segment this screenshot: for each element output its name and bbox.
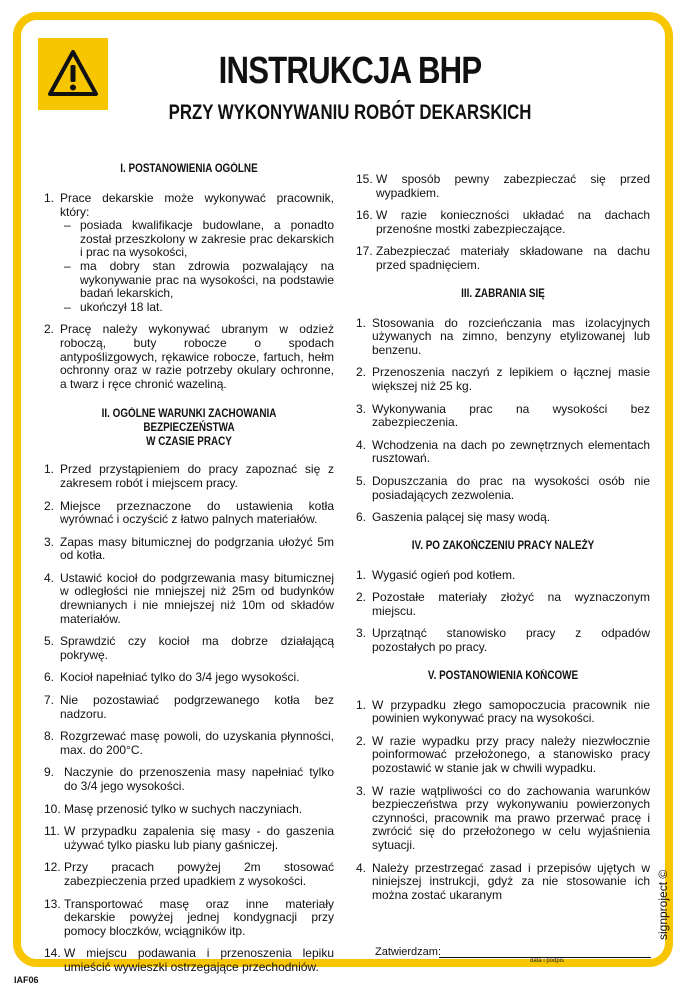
list-item: 2. Przenoszenia naczyń z lepikiem o łącznej masie większej niż 25 kg. (356, 365, 650, 393)
section-heading-2: II. OGÓLNE WARUNKI ZACHOWANIA BEZPIECZEŃSTWA W CZASIE PRACY (101, 408, 277, 449)
list-item: 8. Rozgrzewać masę powoli, do uzyskania płynności, max. do 200°C. (44, 729, 334, 757)
section-heading-5: V. POSTANOWIENIA KOŃCOWE (427, 669, 579, 682)
list-item: 13. Transportować masę oraz inne materiały dekarskie powyżej jednej kondygnacji przy pomocy bloczków, wciągników itp. (44, 896, 334, 938)
list-item: 1. Stosowania do rozcieńczania mas izolacyjnych używanych na zimno, benzyny etylizowanej lub benzenu. (356, 315, 650, 357)
list-item: 11. W przypadku zapalenia się masy - do gaszenia używać tylko piasku lub piany gaśniczej. (44, 824, 334, 852)
brand-mark: signproject © (656, 869, 670, 940)
sub-item: – posiada kwalifikacje budowlane, a ponadto został przeszkolony w zakresie prac dekarskich i prac na wysokości, (64, 218, 334, 260)
list-item: 6. Kocioł napełniać tylko do 3/4 jego wysokości. (44, 670, 300, 685)
warning-triangle-icon (47, 48, 99, 100)
list-item: 9. Naczynie do przenoszenia masy napełniać tylko do 3/4 jego wysokości. (44, 765, 334, 793)
list-item: 6. Gaszenia palącej się masy wodą. (356, 510, 551, 525)
list-item: 3. Uprzątnąć stanowisko pracy z odpadów pozostałych po pracy. (356, 626, 650, 655)
page-title: INSTRUKCJA BHP (218, 50, 482, 92)
section-heading-1: I. POSTANOWIENIA OGÓLNE (120, 163, 258, 175)
list-item: 17. Zabezpieczać materiały składowane na dachu przed spadnięciem. (356, 244, 650, 272)
list-item: 3. Wykonywania prac na wysokości bez zabezpieczenia. (356, 401, 650, 430)
list-item: 2. W razie wypadku przy pracy należy niezwłocznie poinformować przełożonego, a stanowisko pracy pozostawić w stanie jak w chwili wypadku. (356, 733, 650, 776)
list-item: 1. Prace dekarskie może wykonywać pracownik, który: – posiada kwalifikacje budowlane, a ponadto został przeszkolony w zakresie prac dekarskich i prac na wysokości, – ma dobry stan zdrowia pozwalający na wykonywanie prac na wysokości, na podstawie badań lekarskich, – ukończył 18 lat. (44, 191, 334, 314)
list-item: 3. Zapas masy bitumicznej do podgrzania ułożyć 5m od kotła. (44, 534, 334, 563)
list-item: 4. Wchodzenia na dach po zewnętrznych elementach rusztowań. (356, 437, 650, 466)
list-item: 2. Miejsce przeznaczone do ustawienia kotła wyrównać i oczyścić z łatwo palnych materiałów. (44, 498, 334, 527)
list-item: 12. Przy pracach powyżej 2m stosować zabezpieczenia przed upadkiem z wysokości. (44, 860, 334, 888)
page-subtitle: PRZY WYKONYWANIU ROBÓT DEKARSKICH (168, 101, 532, 124)
list-item: 2. Pozostałe materiały złożyć na wyznaczonym miejscu. (356, 590, 650, 618)
section-heading-4: IV. PO ZAKOŃCZENIU PRACY NALEŻY (411, 539, 595, 552)
product-code: IAF06 (14, 975, 39, 985)
list-item: 3. W razie wątpliwości co do zachowania warunków bezpieczeństwa przy wykonywaniu powierzonych czynności, pracownik ma prawo przerwać pracę i zwrócić się do przełożonego w celu wyjaśnienia sytuacji. (356, 783, 650, 852)
date-signature-label: data i podpis (530, 958, 565, 964)
list-item: 4. Ustawić kocioł do podgrzewania masy bitumicznej w odległości nie mniejszej niż 25m od budynków drewnianych i nie mniejszej niż 10m od składów materiałów. (44, 570, 334, 626)
approval-line (375, 946, 655, 958)
sub-item: – ma dobry stan zdrowia pozwalający na wykonywanie prac na wysokości, na podstawie badań lekarskich, (64, 258, 334, 301)
list-item: 4. Należy przestrzegać zasad i przepisów ujętych w niniejszej instrukcji, gdyż za nie stosowanie ich można zostać ukaranym (356, 860, 650, 902)
list-item: 1. Wygasić ogień pod kotłem. (356, 567, 516, 582)
list-item: 1. W przypadku złego samopoczucia pracownik nie powinien wykonywać pracy na wysokości. (356, 697, 650, 726)
right-column (356, 173, 650, 911)
sub-item: – ukończył 18 lat. (64, 299, 163, 314)
list-item: 5. Sprawdzić czy kocioł ma dobrze działającą pokrywę. (44, 634, 334, 662)
list-item: 2. Pracę należy wykonywać ubranym w odzież roboczą, buty robocze o spodach antypoślizgowych, rękawice robocze, fartuch, hełm ochronny oraz w razie potrzeby okulary ochronne, a twarz i ręce chronić wazeliną. (44, 322, 334, 391)
list-item: 7. Nie pozostawiać podgrzewanego kotła bez nadzoru. (44, 693, 334, 721)
list-item: 16. W razie konieczności układać na dachach przenośne mostki zabezpieczające. (356, 208, 650, 236)
approve-label: Zatwierdzam: (375, 946, 442, 958)
list-item: 15. W sposób pewny zabezpieczać się przed wypadkiem. (356, 172, 650, 200)
list-item: 14. W miejscu podawania i przenoszenia lepiku umieścić wywieszki ostrzegające przechodniów. (44, 946, 334, 974)
warning-badge (38, 38, 108, 110)
left-column (44, 162, 334, 984)
list-item: 5. Dopuszczania do prac na wysokości osób nie posiadających zezwolenia. (356, 473, 650, 502)
section-heading-3: III. ZABRANIA SIĘ (461, 287, 545, 300)
list-item: 1. Przed przystąpieniem do pracy zapoznać się z zakresem robót i miejscem pracy. (44, 462, 334, 490)
list-item: 10. Masę przenosić tylko w suchych naczyniach. (44, 801, 303, 816)
